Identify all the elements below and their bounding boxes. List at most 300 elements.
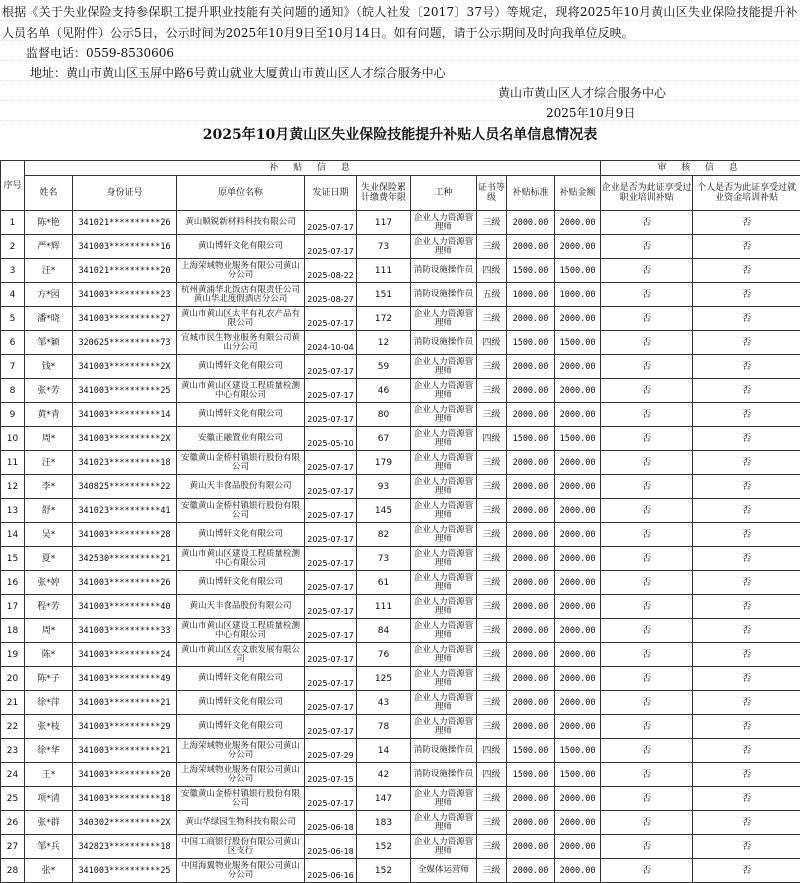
cell-employer: 黄山市黄山区建设工程质量检测中心有限公司 bbox=[177, 379, 305, 403]
cell-level: 三级 bbox=[477, 403, 507, 427]
cell-name: 周* bbox=[25, 427, 73, 451]
cell-level: 三级 bbox=[477, 859, 507, 883]
page-title: 2025年10月黄山区失业保险技能提升补贴人员名单信息情况表 bbox=[0, 124, 800, 144]
cell-level: 三级 bbox=[477, 811, 507, 835]
cell-enterprise-subsidy: 否 bbox=[601, 643, 693, 667]
sheet-gridline bbox=[0, 100, 800, 101]
cell-enterprise-subsidy: 否 bbox=[601, 403, 693, 427]
cell-job: 企业人力资源管理师 bbox=[411, 475, 477, 499]
cell-id: 341023**********41 bbox=[73, 499, 177, 523]
cell-standard: 2000.00 bbox=[507, 379, 555, 403]
cell-job: 消防设施操作员 bbox=[411, 739, 477, 763]
cell-cert-date: 2025-07-29 bbox=[305, 739, 357, 763]
cell-seq: 17 bbox=[1, 595, 25, 619]
cell-enterprise-subsidy: 否 bbox=[601, 787, 693, 811]
cell-job: 企业人力资源管理师 bbox=[411, 211, 477, 235]
cell-enterprise-subsidy: 否 bbox=[601, 259, 693, 283]
cell-months: 46 bbox=[357, 379, 411, 403]
cell-individual-subsidy: 否 bbox=[693, 379, 800, 403]
cell-amount: 2000.00 bbox=[555, 355, 601, 379]
cell-name: 陈* bbox=[25, 643, 73, 667]
header-standard: 补贴标准 bbox=[507, 176, 555, 211]
cell-id: 340825**********22 bbox=[73, 475, 177, 499]
cell-seq: 25 bbox=[1, 787, 25, 811]
issue-date: 2025年10月9日 bbox=[546, 104, 635, 121]
cell-cert-date: 2025-07-17 bbox=[305, 595, 357, 619]
cell-level: 四级 bbox=[477, 427, 507, 451]
cell-employer: 黄山博轩文化有限公司 bbox=[177, 403, 305, 427]
cell-level: 三级 bbox=[477, 835, 507, 859]
cell-level: 三级 bbox=[477, 595, 507, 619]
cell-standard: 2000.00 bbox=[507, 835, 555, 859]
cell-cert-date: 2025-06-16 bbox=[305, 859, 357, 883]
cell-months: 73 bbox=[357, 235, 411, 259]
cell-standard: 2000.00 bbox=[507, 691, 555, 715]
table-row bbox=[1, 451, 800, 475]
cell-cert-date: 2025-07-17 bbox=[305, 547, 357, 571]
cell-job: 企业人力资源管理师 bbox=[411, 427, 477, 451]
cell-employer: 中国工商银行股份有限公司黄山区支行 bbox=[177, 835, 305, 859]
cell-individual-subsidy: 否 bbox=[693, 811, 800, 835]
cell-months: 42 bbox=[357, 763, 411, 787]
cell-months: 43 bbox=[357, 691, 411, 715]
cell-standard: 2000.00 bbox=[507, 811, 555, 835]
cell-employer: 上海荣域物业服务有限公司黄山分公司 bbox=[177, 259, 305, 283]
cell-months: 14 bbox=[357, 739, 411, 763]
cell-job: 企业人力资源管理师 bbox=[411, 667, 477, 691]
cell-id: 341003**********25 bbox=[73, 859, 177, 883]
cell-standard: 2000.00 bbox=[507, 787, 555, 811]
cell-seq: 11 bbox=[1, 451, 25, 475]
cell-level: 四级 bbox=[477, 739, 507, 763]
cell-id: 341003**********16 bbox=[73, 235, 177, 259]
cell-enterprise-subsidy: 否 bbox=[601, 547, 693, 571]
cell-amount: 1500.00 bbox=[555, 331, 601, 355]
group-subsidy-info: 补 贴 信 息 bbox=[25, 161, 601, 176]
table-row bbox=[1, 499, 800, 523]
cell-cert-date: 2025-07-17 bbox=[305, 787, 357, 811]
cell-individual-subsidy: 否 bbox=[693, 307, 800, 331]
cell-standard: 2000.00 bbox=[507, 451, 555, 475]
table-row bbox=[1, 331, 800, 355]
cell-enterprise-subsidy: 否 bbox=[601, 715, 693, 739]
cell-level: 三级 bbox=[477, 715, 507, 739]
cell-cert-date: 2025-05-10 bbox=[305, 427, 357, 451]
cell-months: 67 bbox=[357, 427, 411, 451]
cell-name: 项*清 bbox=[25, 787, 73, 811]
cell-seq: 16 bbox=[1, 571, 25, 595]
cell-standard: 2000.00 bbox=[507, 667, 555, 691]
cell-job: 企业人力资源管理师 bbox=[411, 547, 477, 571]
cell-seq: 23 bbox=[1, 739, 25, 763]
cell-individual-subsidy: 否 bbox=[693, 499, 800, 523]
group-review-info: 审 核 信 息 bbox=[601, 161, 800, 176]
table-body bbox=[1, 211, 800, 883]
cell-enterprise-subsidy: 否 bbox=[601, 475, 693, 499]
cell-job: 企业人力资源管理师 bbox=[411, 403, 477, 427]
cell-seq: 3 bbox=[1, 259, 25, 283]
cell-individual-subsidy: 否 bbox=[693, 787, 800, 811]
cell-months: 117 bbox=[357, 211, 411, 235]
cell-standard: 2000.00 bbox=[507, 595, 555, 619]
cell-seq: 10 bbox=[1, 427, 25, 451]
cell-name: 吴* bbox=[25, 523, 73, 547]
cell-seq: 6 bbox=[1, 331, 25, 355]
cell-level: 三级 bbox=[477, 475, 507, 499]
cell-amount: 2000.00 bbox=[555, 307, 601, 331]
cell-cert-date: 2024-10-04 bbox=[305, 331, 357, 355]
cell-individual-subsidy: 否 bbox=[693, 691, 800, 715]
cell-name: 陈*艳 bbox=[25, 211, 73, 235]
supervision-phone: 监督电话：0559-8530606 bbox=[26, 44, 174, 61]
table-row bbox=[1, 859, 800, 883]
header-amount: 补贴金额 bbox=[555, 176, 601, 211]
cell-id: 341003**********28 bbox=[73, 523, 177, 547]
cell-cert-date: 2025-07-17 bbox=[305, 523, 357, 547]
cell-job: 企业人力资源管理师 bbox=[411, 499, 477, 523]
cell-standard: 2000.00 bbox=[507, 523, 555, 547]
cell-amount: 2000.00 bbox=[555, 643, 601, 667]
sheet-gridline bbox=[0, 40, 800, 41]
cell-seq: 28 bbox=[1, 859, 25, 883]
cell-individual-subsidy: 否 bbox=[693, 619, 800, 643]
cell-seq: 4 bbox=[1, 283, 25, 307]
cell-standard: 1500.00 bbox=[507, 739, 555, 763]
cell-cert-date: 2025-07-17 bbox=[305, 715, 357, 739]
cell-name: 张*枝 bbox=[25, 715, 73, 739]
cell-months: 172 bbox=[357, 307, 411, 331]
cell-level: 三级 bbox=[477, 379, 507, 403]
cell-amount: 1500.00 bbox=[555, 259, 601, 283]
cell-job: 企业人力资源管理师 bbox=[411, 307, 477, 331]
cell-months: 179 bbox=[357, 451, 411, 475]
cell-employer: 上海荣域物业服务有限公司黄山分公司 bbox=[177, 763, 305, 787]
cell-months: 59 bbox=[357, 355, 411, 379]
cell-seq: 19 bbox=[1, 643, 25, 667]
cell-job: 企业人力资源管理师 bbox=[411, 379, 477, 403]
cell-cert-date: 2025-07-17 bbox=[305, 355, 357, 379]
cell-id: 342530**********21 bbox=[73, 547, 177, 571]
cell-standard: 2000.00 bbox=[507, 859, 555, 883]
cell-individual-subsidy: 否 bbox=[693, 355, 800, 379]
cell-employer: 宣城市民生物业服务有限公司黄山分公司 bbox=[177, 331, 305, 355]
cell-employer: 黄山市黄山区太平有礼农产品有限公司 bbox=[177, 307, 305, 331]
cell-amount: 2000.00 bbox=[555, 379, 601, 403]
cell-amount: 2000.00 bbox=[555, 811, 601, 835]
cell-standard: 2000.00 bbox=[507, 211, 555, 235]
cell-cert-date: 2025-07-17 bbox=[305, 235, 357, 259]
cell-job: 企业人力资源管理师 bbox=[411, 787, 477, 811]
cell-standard: 2000.00 bbox=[507, 403, 555, 427]
header-name: 姓名 bbox=[25, 176, 73, 211]
cell-months: 152 bbox=[357, 835, 411, 859]
cell-name: 陈*子 bbox=[25, 667, 73, 691]
cell-seq: 18 bbox=[1, 619, 25, 643]
cell-enterprise-subsidy: 否 bbox=[601, 283, 693, 307]
cell-name: 潘*晓 bbox=[25, 307, 73, 331]
cell-cert-date: 2025-07-17 bbox=[305, 619, 357, 643]
cell-individual-subsidy: 否 bbox=[693, 451, 800, 475]
cell-cert-date: 2025-07-17 bbox=[305, 403, 357, 427]
cell-employer: 安徽正融置业有限公司 bbox=[177, 427, 305, 451]
cell-amount: 2000.00 bbox=[555, 403, 601, 427]
cell-level: 三级 bbox=[477, 307, 507, 331]
cell-months: 125 bbox=[357, 667, 411, 691]
cell-name: 徐*萍 bbox=[25, 691, 73, 715]
cell-individual-subsidy: 否 bbox=[693, 715, 800, 739]
header-job: 工种 bbox=[411, 176, 477, 211]
table-row bbox=[1, 619, 800, 643]
table-row bbox=[1, 787, 800, 811]
cell-amount: 2000.00 bbox=[555, 595, 601, 619]
cell-seq: 5 bbox=[1, 307, 25, 331]
issuing-org: 黄山市黄山区人才综合服务中心 bbox=[498, 84, 666, 101]
cell-amount: 2000.00 bbox=[555, 211, 601, 235]
cell-cert-date: 2025-07-17 bbox=[305, 211, 357, 235]
cell-standard: 2000.00 bbox=[507, 643, 555, 667]
cell-individual-subsidy: 否 bbox=[693, 283, 800, 307]
cell-id: 320625**********73 bbox=[73, 331, 177, 355]
cell-individual-subsidy: 否 bbox=[693, 571, 800, 595]
cell-enterprise-subsidy: 否 bbox=[601, 571, 693, 595]
cell-name: 李* bbox=[25, 475, 73, 499]
cell-amount: 2000.00 bbox=[555, 571, 601, 595]
cell-level: 三级 bbox=[477, 667, 507, 691]
cell-name: 汪* bbox=[25, 259, 73, 283]
cell-individual-subsidy: 否 bbox=[693, 595, 800, 619]
table-row bbox=[1, 811, 800, 835]
cell-enterprise-subsidy: 否 bbox=[601, 379, 693, 403]
cell-standard: 2000.00 bbox=[507, 619, 555, 643]
cell-id: 341003**********40 bbox=[73, 595, 177, 619]
cell-level: 三级 bbox=[477, 355, 507, 379]
cell-amount: 1500.00 bbox=[555, 739, 601, 763]
cell-name: 舒* bbox=[25, 499, 73, 523]
cell-standard: 2000.00 bbox=[507, 475, 555, 499]
cell-seq: 21 bbox=[1, 691, 25, 715]
cell-enterprise-subsidy: 否 bbox=[601, 595, 693, 619]
cell-standard: 1500.00 bbox=[507, 331, 555, 355]
header-individual-subsidy: 个人是否为此证享受过就业资金培训补贴 bbox=[693, 176, 800, 211]
cell-name: 张*芳 bbox=[25, 379, 73, 403]
cell-id: 341003**********21 bbox=[73, 691, 177, 715]
cell-months: 145 bbox=[357, 499, 411, 523]
cell-employer: 安徽黄山金桥村镇银行股份有限公司 bbox=[177, 499, 305, 523]
cell-amount: 2000.00 bbox=[555, 667, 601, 691]
cell-employer: 杭州黄浦华北饭店有限责任公司黄山华北度假酒店分公司 bbox=[177, 283, 305, 307]
cell-standard: 1500.00 bbox=[507, 763, 555, 787]
cell-seq: 24 bbox=[1, 763, 25, 787]
cell-months: 111 bbox=[357, 259, 411, 283]
table-row bbox=[1, 307, 800, 331]
cell-job: 企业人力资源管理师 bbox=[411, 523, 477, 547]
cell-name: 黄*青 bbox=[25, 403, 73, 427]
cell-standard: 2000.00 bbox=[507, 307, 555, 331]
cell-months: 73 bbox=[357, 547, 411, 571]
address: 地址：黄山市黄山区玉屏中路6号黄山就业大厦黄山市黄山区人才综合服务中心 bbox=[30, 64, 446, 81]
cell-enterprise-subsidy: 否 bbox=[601, 691, 693, 715]
cell-cert-date: 2025-07-17 bbox=[305, 499, 357, 523]
cell-name: 王* bbox=[25, 763, 73, 787]
cell-standard: 2000.00 bbox=[507, 571, 555, 595]
cell-months: 12 bbox=[357, 331, 411, 355]
header-level: 证书等级 bbox=[477, 176, 507, 211]
cell-individual-subsidy: 否 bbox=[693, 859, 800, 883]
cell-id: 341003**********2X bbox=[73, 355, 177, 379]
cell-job: 消防设施操作员 bbox=[411, 283, 477, 307]
cell-name: 汪* bbox=[25, 451, 73, 475]
table-row bbox=[1, 235, 800, 259]
cell-name: 严*辉 bbox=[25, 235, 73, 259]
cell-seq: 9 bbox=[1, 403, 25, 427]
table-row bbox=[1, 739, 800, 763]
table-row bbox=[1, 283, 800, 307]
cell-seq: 1 bbox=[1, 211, 25, 235]
cell-employer: 黄山市黄山区农文旅发展有限公司 bbox=[177, 643, 305, 667]
cell-level: 三级 bbox=[477, 691, 507, 715]
cell-name: 夏* bbox=[25, 547, 73, 571]
cell-months: 152 bbox=[357, 859, 411, 883]
cell-employer: 黄山博轩文化有限公司 bbox=[177, 523, 305, 547]
cell-name: 张* bbox=[25, 859, 73, 883]
cell-cert-date: 2025-08-22 bbox=[305, 259, 357, 283]
cell-amount: 2000.00 bbox=[555, 523, 601, 547]
cell-employer: 黄山博轩文化有限公司 bbox=[177, 667, 305, 691]
table-row bbox=[1, 643, 800, 667]
cell-enterprise-subsidy: 否 bbox=[601, 835, 693, 859]
cell-months: 84 bbox=[357, 619, 411, 643]
cell-employer: 黄山博轩文化有限公司 bbox=[177, 571, 305, 595]
sheet-gridline bbox=[0, 80, 800, 81]
cell-months: 183 bbox=[357, 811, 411, 835]
cell-individual-subsidy: 否 bbox=[693, 427, 800, 451]
cell-seq: 26 bbox=[1, 811, 25, 835]
table-row bbox=[1, 667, 800, 691]
cell-enterprise-subsidy: 否 bbox=[601, 331, 693, 355]
cell-id: 341003**********21 bbox=[73, 739, 177, 763]
cell-cert-date: 2025-07-17 bbox=[305, 307, 357, 331]
cell-level: 三级 bbox=[477, 643, 507, 667]
cell-individual-subsidy: 否 bbox=[693, 523, 800, 547]
cell-job: 企业人力资源管理师 bbox=[411, 643, 477, 667]
cell-cert-date: 2025-06-18 bbox=[305, 811, 357, 835]
cell-job: 企业人力资源管理师 bbox=[411, 691, 477, 715]
cell-individual-subsidy: 否 bbox=[693, 403, 800, 427]
cell-enterprise-subsidy: 否 bbox=[601, 619, 693, 643]
cell-employer: 安徽黄山金桥村镇银行股份有限公司 bbox=[177, 451, 305, 475]
cell-employer: 黄山市黄山区建设工程质量检测中心有限公司 bbox=[177, 547, 305, 571]
cell-seq: 20 bbox=[1, 667, 25, 691]
cell-job: 企业人力资源管理师 bbox=[411, 571, 477, 595]
cell-individual-subsidy: 否 bbox=[693, 211, 800, 235]
cell-employer: 中国海翼物业服务有限公司黄山分公司 bbox=[177, 859, 305, 883]
cell-employer: 黄山博轩文化有限公司 bbox=[177, 355, 305, 379]
cell-employer: 黄山顺锐新材料科技有限公司 bbox=[177, 211, 305, 235]
cell-level: 三级 bbox=[477, 235, 507, 259]
cell-job: 企业人力资源管理师 bbox=[411, 715, 477, 739]
cell-enterprise-subsidy: 否 bbox=[601, 811, 693, 835]
cell-cert-date: 2025-07-17 bbox=[305, 691, 357, 715]
cell-job: 企业人力资源管理师 bbox=[411, 811, 477, 835]
cell-standard: 1500.00 bbox=[507, 427, 555, 451]
cell-name: 徐*华 bbox=[25, 739, 73, 763]
header-seq: 序号 bbox=[1, 161, 25, 211]
table-row bbox=[1, 835, 800, 859]
cell-employer: 黄山华绿园生物科技有限公司 bbox=[177, 811, 305, 835]
cell-amount: 2000.00 bbox=[555, 547, 601, 571]
table-row bbox=[1, 523, 800, 547]
cell-seq: 13 bbox=[1, 499, 25, 523]
cell-id: 341003**********29 bbox=[73, 715, 177, 739]
cell-id: 341021**********20 bbox=[73, 259, 177, 283]
cell-seq: 15 bbox=[1, 547, 25, 571]
cell-individual-subsidy: 否 bbox=[693, 331, 800, 355]
cell-enterprise-subsidy: 否 bbox=[601, 355, 693, 379]
cell-enterprise-subsidy: 否 bbox=[601, 427, 693, 451]
cell-individual-subsidy: 否 bbox=[693, 235, 800, 259]
cell-amount: 1500.00 bbox=[555, 763, 601, 787]
cell-enterprise-subsidy: 否 bbox=[601, 307, 693, 331]
cell-amount: 2000.00 bbox=[555, 835, 601, 859]
cell-standard: 2000.00 bbox=[507, 499, 555, 523]
cell-level: 三级 bbox=[477, 211, 507, 235]
cell-individual-subsidy: 否 bbox=[693, 739, 800, 763]
table-row bbox=[1, 475, 800, 499]
cell-job: 消防设施操作员 bbox=[411, 331, 477, 355]
cell-id: 341021**********26 bbox=[73, 211, 177, 235]
cell-seq: 27 bbox=[1, 835, 25, 859]
cell-employer: 黄山博轩文化有限公司 bbox=[177, 235, 305, 259]
cell-job: 企业人力资源管理师 bbox=[411, 235, 477, 259]
cell-amount: 2000.00 bbox=[555, 475, 601, 499]
cell-name: 方*园 bbox=[25, 283, 73, 307]
cell-id: 341003**********25 bbox=[73, 379, 177, 403]
table-row bbox=[1, 571, 800, 595]
cell-id: 342823**********18 bbox=[73, 835, 177, 859]
cell-months: 147 bbox=[357, 787, 411, 811]
header-cert-date: 发证日期 bbox=[305, 176, 357, 211]
cell-job: 全媒体运营师 bbox=[411, 859, 477, 883]
cell-seq: 7 bbox=[1, 355, 25, 379]
cell-id: 341003**********23 bbox=[73, 283, 177, 307]
cell-cert-date: 2025-07-17 bbox=[305, 643, 357, 667]
cell-standard: 2000.00 bbox=[507, 235, 555, 259]
cell-amount: 2000.00 bbox=[555, 499, 601, 523]
cell-amount: 2000.00 bbox=[555, 619, 601, 643]
cell-job: 企业人力资源管理师 bbox=[411, 355, 477, 379]
cell-cert-date: 2025-07-17 bbox=[305, 451, 357, 475]
cell-level: 三级 bbox=[477, 571, 507, 595]
cell-cert-date: 2025-08-27 bbox=[305, 283, 357, 307]
cell-enterprise-subsidy: 否 bbox=[601, 859, 693, 883]
cell-id: 341003**********33 bbox=[73, 619, 177, 643]
cell-amount: 2000.00 bbox=[555, 235, 601, 259]
cell-employer: 上海荣域物业服务有限公司黄山分公司 bbox=[177, 739, 305, 763]
cell-months: 76 bbox=[357, 643, 411, 667]
cell-standard: 1000.00 bbox=[507, 283, 555, 307]
cell-enterprise-subsidy: 否 bbox=[601, 523, 693, 547]
cell-level: 五级 bbox=[477, 283, 507, 307]
cell-level: 三级 bbox=[477, 523, 507, 547]
sheet-gridline bbox=[0, 60, 800, 61]
cell-standard: 1500.00 bbox=[507, 259, 555, 283]
intro-line-2: 人员名单（见附件）公示5日，公示时间为2025年10月9日至10月14日。如有问题，请于公示期间及时向我单位反映。 bbox=[2, 24, 634, 41]
cell-months: 82 bbox=[357, 523, 411, 547]
cell-enterprise-subsidy: 否 bbox=[601, 211, 693, 235]
cell-months: 78 bbox=[357, 715, 411, 739]
cell-id: 341003**********20 bbox=[73, 763, 177, 787]
cell-level: 四级 bbox=[477, 259, 507, 283]
